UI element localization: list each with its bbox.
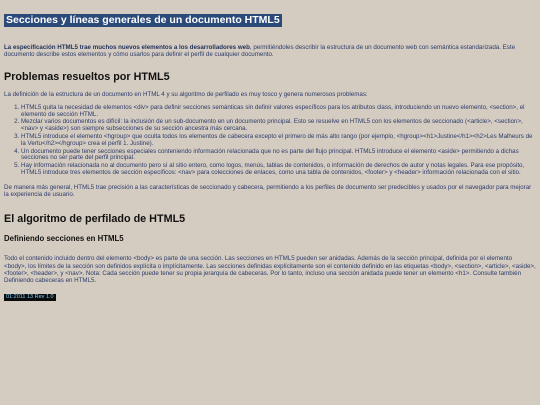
list-item: 5. Hay información relacionada no al documento pero sí al sitio entero, como logos, menús, tablas de contenidos, o información de derechos de autor y notas legales. Para ese propósito, HTML5 introduce tres elementos de sección específicos: <nav> para colecciones de enlaces, como una tabla de contenidos, <footer> y <header> información relacionada con el sitio. xyxy=(21,163,536,177)
page-title: Secciones y líneas generales de un documento HTML5 xyxy=(6,14,280,26)
intro-bold: La especificación HTML5 trae muchos nuevos elementos a los desarrolladores web xyxy=(4,44,250,51)
list-item: 4. Un documento puede tener secciones especiales conteniendo información relacionada que no es parte del flujo principal. HTML5 introduce el elemento <aside> permitiendo a dichas secciones no ser parte del perfil principal. xyxy=(21,149,536,163)
list-item: 1. HTML5 quita la necesidad de elementos <div> para definir secciones semánticas sin definir valores específicos para los atributos class, introduciendo un nuevo elemento, <section>, el elemento de sección HTML. xyxy=(21,105,536,119)
intro-rest: , permitiéndoles describir la estructura de un documento web con semántica estandarizada. Este documento describe estos elementos y cómo usarlos para definir el perfil de cualquier documento. xyxy=(4,44,516,59)
problems-lead: La definición de la estructura de un documento en HTML 4 y su algoritmo de perfilado es muy tosco y genera numerosos problemas: xyxy=(4,90,368,98)
algorithm-heading: El algoritmo de perfilado de HTML5 xyxy=(4,213,186,226)
list-item: 3. HTML5 introduce el elemento <hgroup> que oculta todos los elementos de cabecera excepto el primero de más alto rango (por ejemplo, <hgroup><h1>Justine</h1><h2>Les Malheurs de la Vertu</h2></hgroup> crea el perfil 1. Justine). xyxy=(21,134,536,148)
algorithm-body: Todo el contenido incluido dentro del elemento <body> es parte de una sección. Las secciones en HTML5 pueden ser anidadas. Además de la sección principal, definida por el elemento <body>, los límites de la sección son definidos explícita o implícitamente. Las secciones definidas explícitamente son el contenido definido en las etiquetas <body>, <section>, <article>, <aside>, <footer>, <header>, y <nav>. Nota: Cada sección puede tener su propia jerarquía de cabeceras. Por lo tanto, incluso una sección anidada puede tener un elemento <h1>. Consulte también Definiendo cabeceras en HTML5. xyxy=(4,255,536,285)
problems-list xyxy=(4,105,536,177)
problems-summary: De manera más general, HTML5 trae precisión a las características de seccionado y cabecera, permitiendo a los perfiles de documento ser predecibles y usados por el navegador para mejorar la experiencia de usuario. xyxy=(4,183,532,199)
footer-badge: 01:2011 13 Rev 1.0 xyxy=(6,293,54,300)
algorithm-subheading: Definiendo secciones en HTML5 xyxy=(4,234,124,244)
problems-heading: Problemas resueltos por HTML5 xyxy=(4,70,170,83)
list-item: 2. Mezclar varios documentos es difícil: la inclusión de un sub-documento en un documento principal. Esto se resuelve en HTML5 con los elementos de seccionado (<article>, <section>, <nav> y <aside>) son siempre subsecciones de su sección ancestra más cercana. xyxy=(21,119,536,133)
intro-paragraph xyxy=(4,44,536,59)
